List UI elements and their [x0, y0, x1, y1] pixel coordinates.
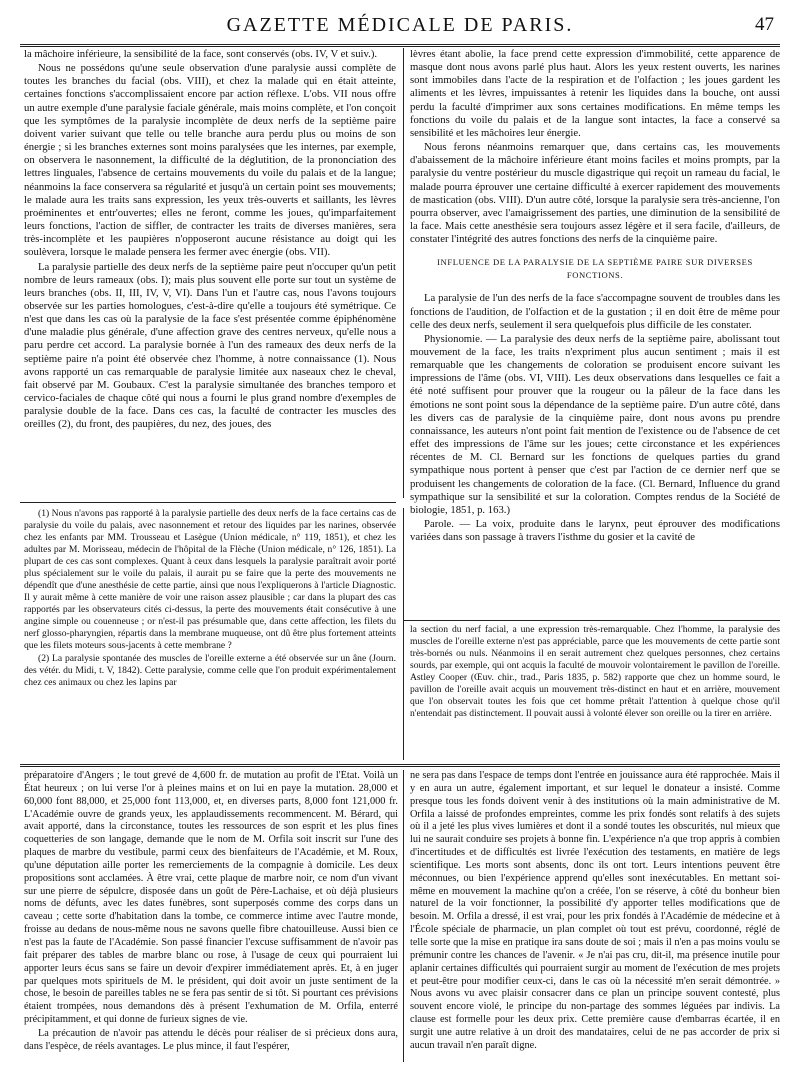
- paragraph: Physionomie. — La paralysie des deux nerfs de la septième paire, abolissant tout mouvement de la face, les traits n'expriment plus aucun sentiment ; mais il est remarquable que les changements de coloration se produisent encore suivant les impressions de l'âme (obs. VI, VIII). Les deux observations dans lesquelles ce fait a été noté suffisent pour prouver que la rougeur ou la pâleur de la face dans les émotions ne sont point sous la dépendance de la septième paire. D'un autre côté, dans les divers cas de paralysie de la cinquième paire, dont nous avons pu prendre connaissance, les auteurs n'ont point fait mention de l'existence ou de l'absence de cet effet des impressions de l'âme sur les joues; cette circonstance et les expériences récentes de M. Cl. Bernard sur les fonctions de quelques parties du grand sympathique nous portent à penser que c'est par l'action de ce dernier nerf que se produisent les changements de coloration de la face. (Cl. Bernard, Influence du grand sympathique sur la sensibilité et sur la coloration. Comptes rendus de la Société de biologie, 1851, p. 163.): [410, 332, 780, 516]
- footnote-divider: [403, 508, 404, 760]
- footnote: (2) La paralysie spontanée des muscles de l'oreille externe a été observée sur un âne (Journ. des vétér. du Midi, t. V, 1842). Cette paralysie, comme celle que l'on produit expérimentalement chez ces animaux ou chez les lapins par: [24, 653, 396, 688]
- paragraph: La paralysie de l'un des nerfs de la face s'accompagne souvent de troubles dans les fonctions de l'audition, de l'olfaction et de la gustation ; il en doit être de même pour celle des deux nerfs, seulement il sera quelquefois plus difficile de les constater.: [410, 292, 780, 331]
- page-title: GAZETTE MÉDICALE DE PARIS.: [226, 14, 574, 36]
- footnote: (1) Nous n'avons pas rapporté à la paralysie partielle des deux nerfs de la face certains cas de paralysie du voile du palais, avec nasonnement et retour des liquides par les narines, observée chez les enfants par MM. Trousseau et Lasègue (Union médicale, n° 119, 1851), et chez les adultes par M. Morisseau, médecin de l'hôpital de la Flèche (Union médicale, n° 126, 1851). La plupart de ces cas sont complexes. Quant à ceux dans lesquels la paralysie paraîtrait avoir porté plus spécialement sur le voile du palais, il aurait pu se faire que la perte des mouvements ne dépendît que d'une anesthésie de cette partie, ainsi que nous l'expliquerons à l'article Diagnostic. Il y aurait même à cette manière de voir une raison assez plausible ; car dans la plupart des cas rapportés par les observateurs cités ci-dessus, la perte des mouvements était consécutive à une angine simple ou couenneuse ; or n'est-il pas présumable que, dans cette affection, les filets du nerf glosso-pharyngien, répartis dans la membrane muqueuse, ont dû être plus fortement atteints que les filets moteurs sous-jacents à cette membrane ?: [24, 508, 396, 651]
- paragraph: La précaution de n'avoir pas attendu le décès pour réaliser de si précieux dons aura, dans l'espèce, de réels avantages. Le plus mince, il faut l'espérer,: [24, 1027, 398, 1052]
- feuilleton-rule: [20, 764, 780, 767]
- lower-column-divider: [403, 770, 404, 1062]
- upper-left-column: [24, 48, 396, 498]
- paragraph: ne sera pas dans l'espace de temps dont l'entrée en jouissance aura été rapprochée. Mais il y en aura un autre, également important, et sur lequel le donateur a insisté. Comme presque tous les fonds doivent venir à des institutions où la main administrative de M. Orfila a laissé de profondes empreintes, comme les prix fondés sont relatifs à des sujets où il a jeté les plus vives lumières et dont il a sondé toutes les obscurités, nul mieux que lui ne saurait conduire ses projets à bonne fin. L'expérience n'a que trop appris à combien d'incertitudes et de difficultés est livrée l'exécution des testaments, en matière de legs scientifique. Les morts sont absents, donc ils ont tort. Leurs intentions peuvent être méconnues, ou bien l'expérience apprend qu'elles sont inexécutables. En mettant soi-même en mouvement la machine qu'on a créée, l'on se réserve, à côté du bonheur bien naturel de la voir fonctionner, la possibilité d'y apporter telles modifications que de besoin. M. Orfila a dressé, il est vrai, pour les prix fondés à l'Académie de médecine et à l'École spéciale de pharmacie, un plan complet où tout est prévu, coordonné, réglé de telle sorte que la mise en pratique ira sans doute de soi ; mais il n'en a pas moins voulu se prémunir contre les chances de l'avenir. « Je n'ai pas cru, dit-il, ma présence inutile pour aplanir certaines difficultés qui pourraient surgir au moment de l'exécution de mes projets et peut-être pour modifier ceux-ci, dans le cas où la nécessité m'en serait démontrée. » Nous avons vu avec plaisir consacrer dans ce plan un principe souvent contesté, plus souvent encore violé, le principe du non-partage des sommes léguées par indivis. La clause est formelle pour les deux prix. Cette première cause d'embarras écartée, il en surgit une autre relative à un droit des mandataires, celui de ne pas accorder de prix si aucun travail n'en paraît digne.: [410, 770, 780, 1051]
- column-divider: [403, 48, 404, 498]
- footnote-rule: [20, 502, 396, 503]
- section-heading: INFLUENCE DE LA PARALYSIE DE LA SEPTIÈME PAIRE SUR DIVERSES FONCTIONS.: [437, 257, 753, 281]
- page-header: [20, 4, 780, 44]
- paragraph: Nous ne possédons qu'une seule observation d'une paralysie aussi complète de toutes les branches du facial (obs. VIII), et chez la malade qui en était atteinte, certaines fonctions s'accomplissaient encore par action réflexe. L'obs. VII nous offre un autre exemple d'une paralysie faciale générale, mais moins complète, et l'on conçoit que les symptômes de la paralysie incomplète de deux nerfs de la septième paire doivent varier suivant que telle ou telle branche aura perdu plus ou moins de son énergie ; si les branches externes sont moins paralysées que les internes, par exemple, on observera le nasonnement, la difficulté de la déglutition, de la prononciation des lettres linguales, l'absence de certains mouvements du voile du palais et de la langue; néanmoins la face conservera sa régularité et jusqu'à un certain point ses mouvements; le malade aura les traits sans expression, les yeux très-ouverts et saillants, les lèvres proéminentes et entr'ouvertes; elles ne feront, comme les joues, qu'imparfaitement leurs fonctions, l'action de siffler, de contracter les traits de diverses manières, sera très-incomplète et les paupières n'opposeront aucune résistance au doigt qui les soulèvera, lorsque le malade pensera les fermer avec énergie (obs. VII).: [24, 62, 396, 259]
- lower-left-column: [24, 770, 398, 1062]
- footnote: la section du nerf facial, a une expression très-remarquable. Chez l'homme, la paralysie des muscles de l'oreille externe n'est pas appréciable, parce que les mouvements de cette partie sont très-bornés ou nuls. Néanmoins il en serait autrement chez quelques personnes, chez certains sourds, par exemple, qui ont acquis la faculté de mouvoir volontairement le pavillon de l'oreille. Astley Cooper (Œuv. chir., trad., Paris 1835, p. 582) rapporte que chez un homme sourd, le pavillon de l'oreille avait acquis un mouvement très-distinct en haut et en arrière, mouvement que l'on observait toutes les fois que cet homme prêtait l'attention à quelque chose qu'il n'entendait pas distinctement. Il pouvait aussi à volonté élever son oreille ou la tirer en arrière.: [410, 624, 780, 719]
- page-number: 47: [755, 14, 774, 35]
- lower-right-column: [410, 770, 780, 1062]
- paragraph: lèvres étant abolie, la face prend cette expression d'immobilité, cette apparence de masque dont nous avons parlé plus haut. Alors les yeux restent ouverts, les narines sont immobiles dans l'acte de la respiration et de l'olfaction ; les joues gardent les aliments et les lèvres, impuissantes à retenir les liquides dans la bouche, ont aussi perdu la faculté d'imprimer aux sons certaines modifications. En même temps les fonctions du voile du palais et de la langue sont intactes, la face a conservé sa sensibilité et les mâchoires leur énergie.: [410, 48, 780, 139]
- paragraph: Nous ferons néanmoins remarquer que, dans certains cas, les mouvements d'abaissement de la mâchoire inférieure étant moins faciles et moins prompts, par la paralysie du ventre postérieur du muscle digastrique qui reçoit un rameau du facial, le malade pourra éprouver une certaine difficulté à exercer rapidement des mouvements de mastication (obs. VIII). D'un autre côté, lorsque la paralysie sera très-ancienne, l'on pourra observer, avec l'amaigrissement des parties, une diminution de la sensibilité de la face. Mais cette anesthésie sera toujours assez légère et il sera facile, d'ailleurs, de constater l'intégrité des autres fonctions des nerfs de la cinquième paire.: [410, 141, 780, 246]
- footnote-rule-right: [404, 620, 780, 621]
- paragraph: préparatoire d'Angers ; le tout grevé de 4,600 fr. de mutation au profit de l'État. Voilà un État heureux ; on lui verse l'or à pleines mains et on lui en paye la mutation. 28,000 et 60,000 font 88,000, et 25,000 font 113,000, et, en diverses parts, 8,000 font 121,000 fr. L'Académie ouvre de grands yeux, les applaudissements recommencent. M. Bérard, qui avait apporté, dans la circonstance, toutes les ressources de son esprit et les plus fines coquetteries de son langage, demande que le nom de M. Orfila soit inscrit sur l'une des plaques de marbre du vestibule, parmi ceux des bienfaiteurs de l'Académie, et M. Roux, qu'une députation aille porter les remerciements de la compagnie à domicile. Les deux propositions sont acclamées. À être vrai, cette plaque de marbre noir, ce nom d'un vivant sur une pierre de sépulcre, disposée dans un goût de Père-Lachaise, et où déjà plusieurs noms de défunts, avec les dates funèbres, sont superposés comme des corps dans un caveau ; cette sorte d'habitation dans la tombe, ce commerce intime avec l'autre monde, froisse au dedans de nous-même nous ne savons quelle fibre chatouilleuse. Aussi bien ce n'est pas la faute de l'Académie. Son passé financier l'excuse suffisamment de n'avoir pas fait préparer des tables de marbre blanc ou rose, à l'usage de ceux qui pourraient lui apporter leurs écus sans se faire un devoir d'expirer immédiatement après. Et, à en juger par quelques mots spirituels de M. le président, qui doit avoir un juste sentiment de la chose, le besoin de pareilles tables ne se fera pas sentir de si tôt. Si pourtant ces prévisions étaient trompées, nous demandons dès à présent l'exhumation de M. Orfila, enterré précipitamment, et qui donne de furieux signes de vie.: [24, 770, 398, 1026]
- header-rule: [20, 44, 780, 47]
- footnotes-left: [24, 508, 396, 760]
- paragraph: Parole. — La voix, produite dans le larynx, peut éprouver des modifications variées dans son passage à travers l'isthme du gosier et la cavité de: [410, 518, 780, 544]
- paragraph: La paralysie partielle des deux nerfs de la septième paire peut n'occuper qu'un petit nombre de leurs rameaux (obs. I); mais plus souvent elle porte sur tout un système de leurs branches (obs. II, III, IV, V, VI). Dans l'un et l'autre cas, nous l'avons toujours observée sur les parties homologues, c'est-à-dire qu'elle a toujours été symétrique. Ce n'est que dans les cas où la paralysie de la face s'est présentée comme épiphénomène d'une maladie plus générale, d'une affection grave des centres nerveux, qu'elle nous a paru perdre cet accord. La paralysie bornée à l'un des rameaux des deux nerfs de la septième paire n'a point été observée chez l'homme, à notre connaissance (1). Nous avons rapporté un cas remarquable de paralysie limitée aux naseaux chez le cheval, fait observé par M. Goubaux. C'est la paralysie simultanée des branches temporo et cervico-faciales de chaque côté qui nous a fourni le plus grand nombre d'exemples de paralysie double de la face. Dans ces cas, la faculté de contracter les muscles des oreilles (2), du front, des paupières, du nez, des joues, des: [24, 260, 396, 431]
- paragraph: la mâchoire inférieure, la sensibilité de la face, sont conservés (obs. IV, V et suiv.).: [24, 48, 378, 60]
- footnotes-right: [410, 624, 780, 760]
- upper-right-column: [410, 48, 780, 616]
